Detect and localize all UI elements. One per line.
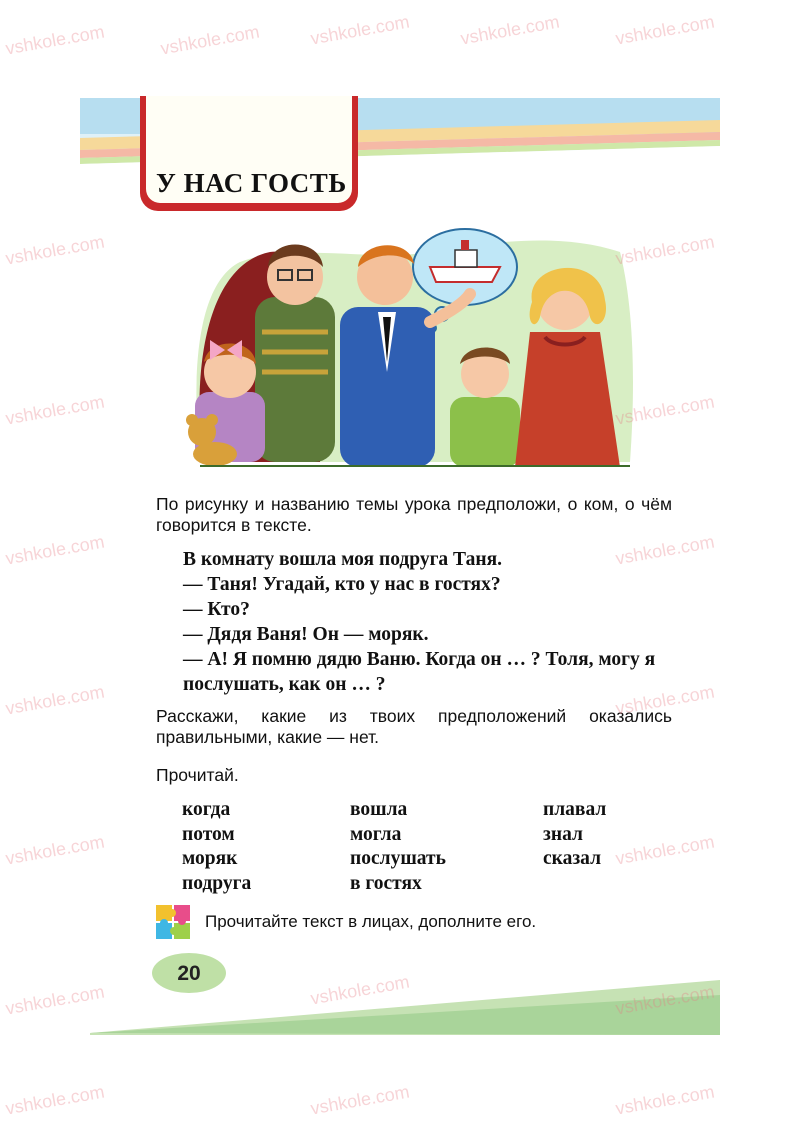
- word-item: моряк: [182, 848, 238, 869]
- word-item: подруга: [182, 872, 252, 894]
- group-task: Прочитайте текст в лицах, дополните его.: [205, 912, 537, 931]
- watermark: vshkole.com: [613, 681, 716, 719]
- lesson-title: У НАС ГОСТЬ: [156, 168, 347, 198]
- story-line: — Таня! Угадай, кто у нас в гостях?: [183, 574, 501, 595]
- word-item: вошла: [350, 799, 408, 820]
- word-column-1: [182, 798, 251, 896]
- word-item: плавал: [543, 799, 607, 820]
- page-number: 20: [177, 962, 201, 985]
- watermark: vshkole.com: [3, 1081, 106, 1119]
- watermark: vshkole.com: [308, 11, 411, 49]
- watermark: vshkole.com: [613, 1081, 716, 1119]
- watermark: vshkole.com: [613, 11, 716, 49]
- puzzle-icon: [150, 899, 198, 947]
- story-line: — Дядя Ваня! Он — моряк.: [183, 624, 429, 645]
- family-guest-illustration: [180, 222, 640, 474]
- watermark: vshkole.com: [308, 971, 411, 1009]
- watermark: vshkole.com: [613, 391, 716, 429]
- retell-instruction: Расскажи, какие из твоих предположений оказались правильными, какие — нет.: [156, 706, 672, 747]
- word-item: знал: [543, 823, 583, 845]
- watermark: vshkole.com: [3, 981, 106, 1019]
- story-line: — Кто?: [183, 599, 250, 620]
- watermark: vshkole.com: [613, 831, 716, 869]
- word-item: сказал: [543, 848, 602, 869]
- watermark: vshkole.com: [3, 231, 106, 269]
- word-column-3: [543, 798, 606, 872]
- watermark: vshkole.com: [3, 531, 106, 569]
- read-label: Прочитай.: [156, 765, 239, 785]
- watermark: vshkole.com: [3, 831, 106, 869]
- word-item: когда: [182, 799, 231, 820]
- story-line: — А! Я помню дядю Ваню. Когда он … ? Толя, могу я послушать, как он … ?: [183, 649, 656, 695]
- page-number-badge: [151, 952, 227, 994]
- watermark: vshkole.com: [3, 21, 106, 59]
- watermark: vshkole.com: [613, 231, 716, 269]
- watermark: vshkole.com: [613, 531, 716, 569]
- watermark: vshkole.com: [3, 681, 106, 719]
- word-item: потом: [182, 823, 235, 845]
- word-item: в гостях: [350, 872, 422, 894]
- watermark: vshkole.com: [3, 391, 106, 429]
- watermark: vshkole.com: [158, 21, 261, 59]
- story-line: В комнату вошла моя подруга Таня.: [183, 549, 502, 570]
- prediction-instruction: По рисунку и названию темы урока предположи, о ком, о чём говорится в тексте.: [156, 494, 672, 535]
- watermark: vshkole.com: [458, 11, 561, 49]
- word-item: послушать: [350, 848, 446, 869]
- story-text: [156, 547, 676, 697]
- word-item: могла: [350, 823, 402, 845]
- watermark: vshkole.com: [308, 1081, 411, 1119]
- watermark: vshkole.com: [613, 981, 716, 1019]
- word-column-2: [350, 798, 446, 896]
